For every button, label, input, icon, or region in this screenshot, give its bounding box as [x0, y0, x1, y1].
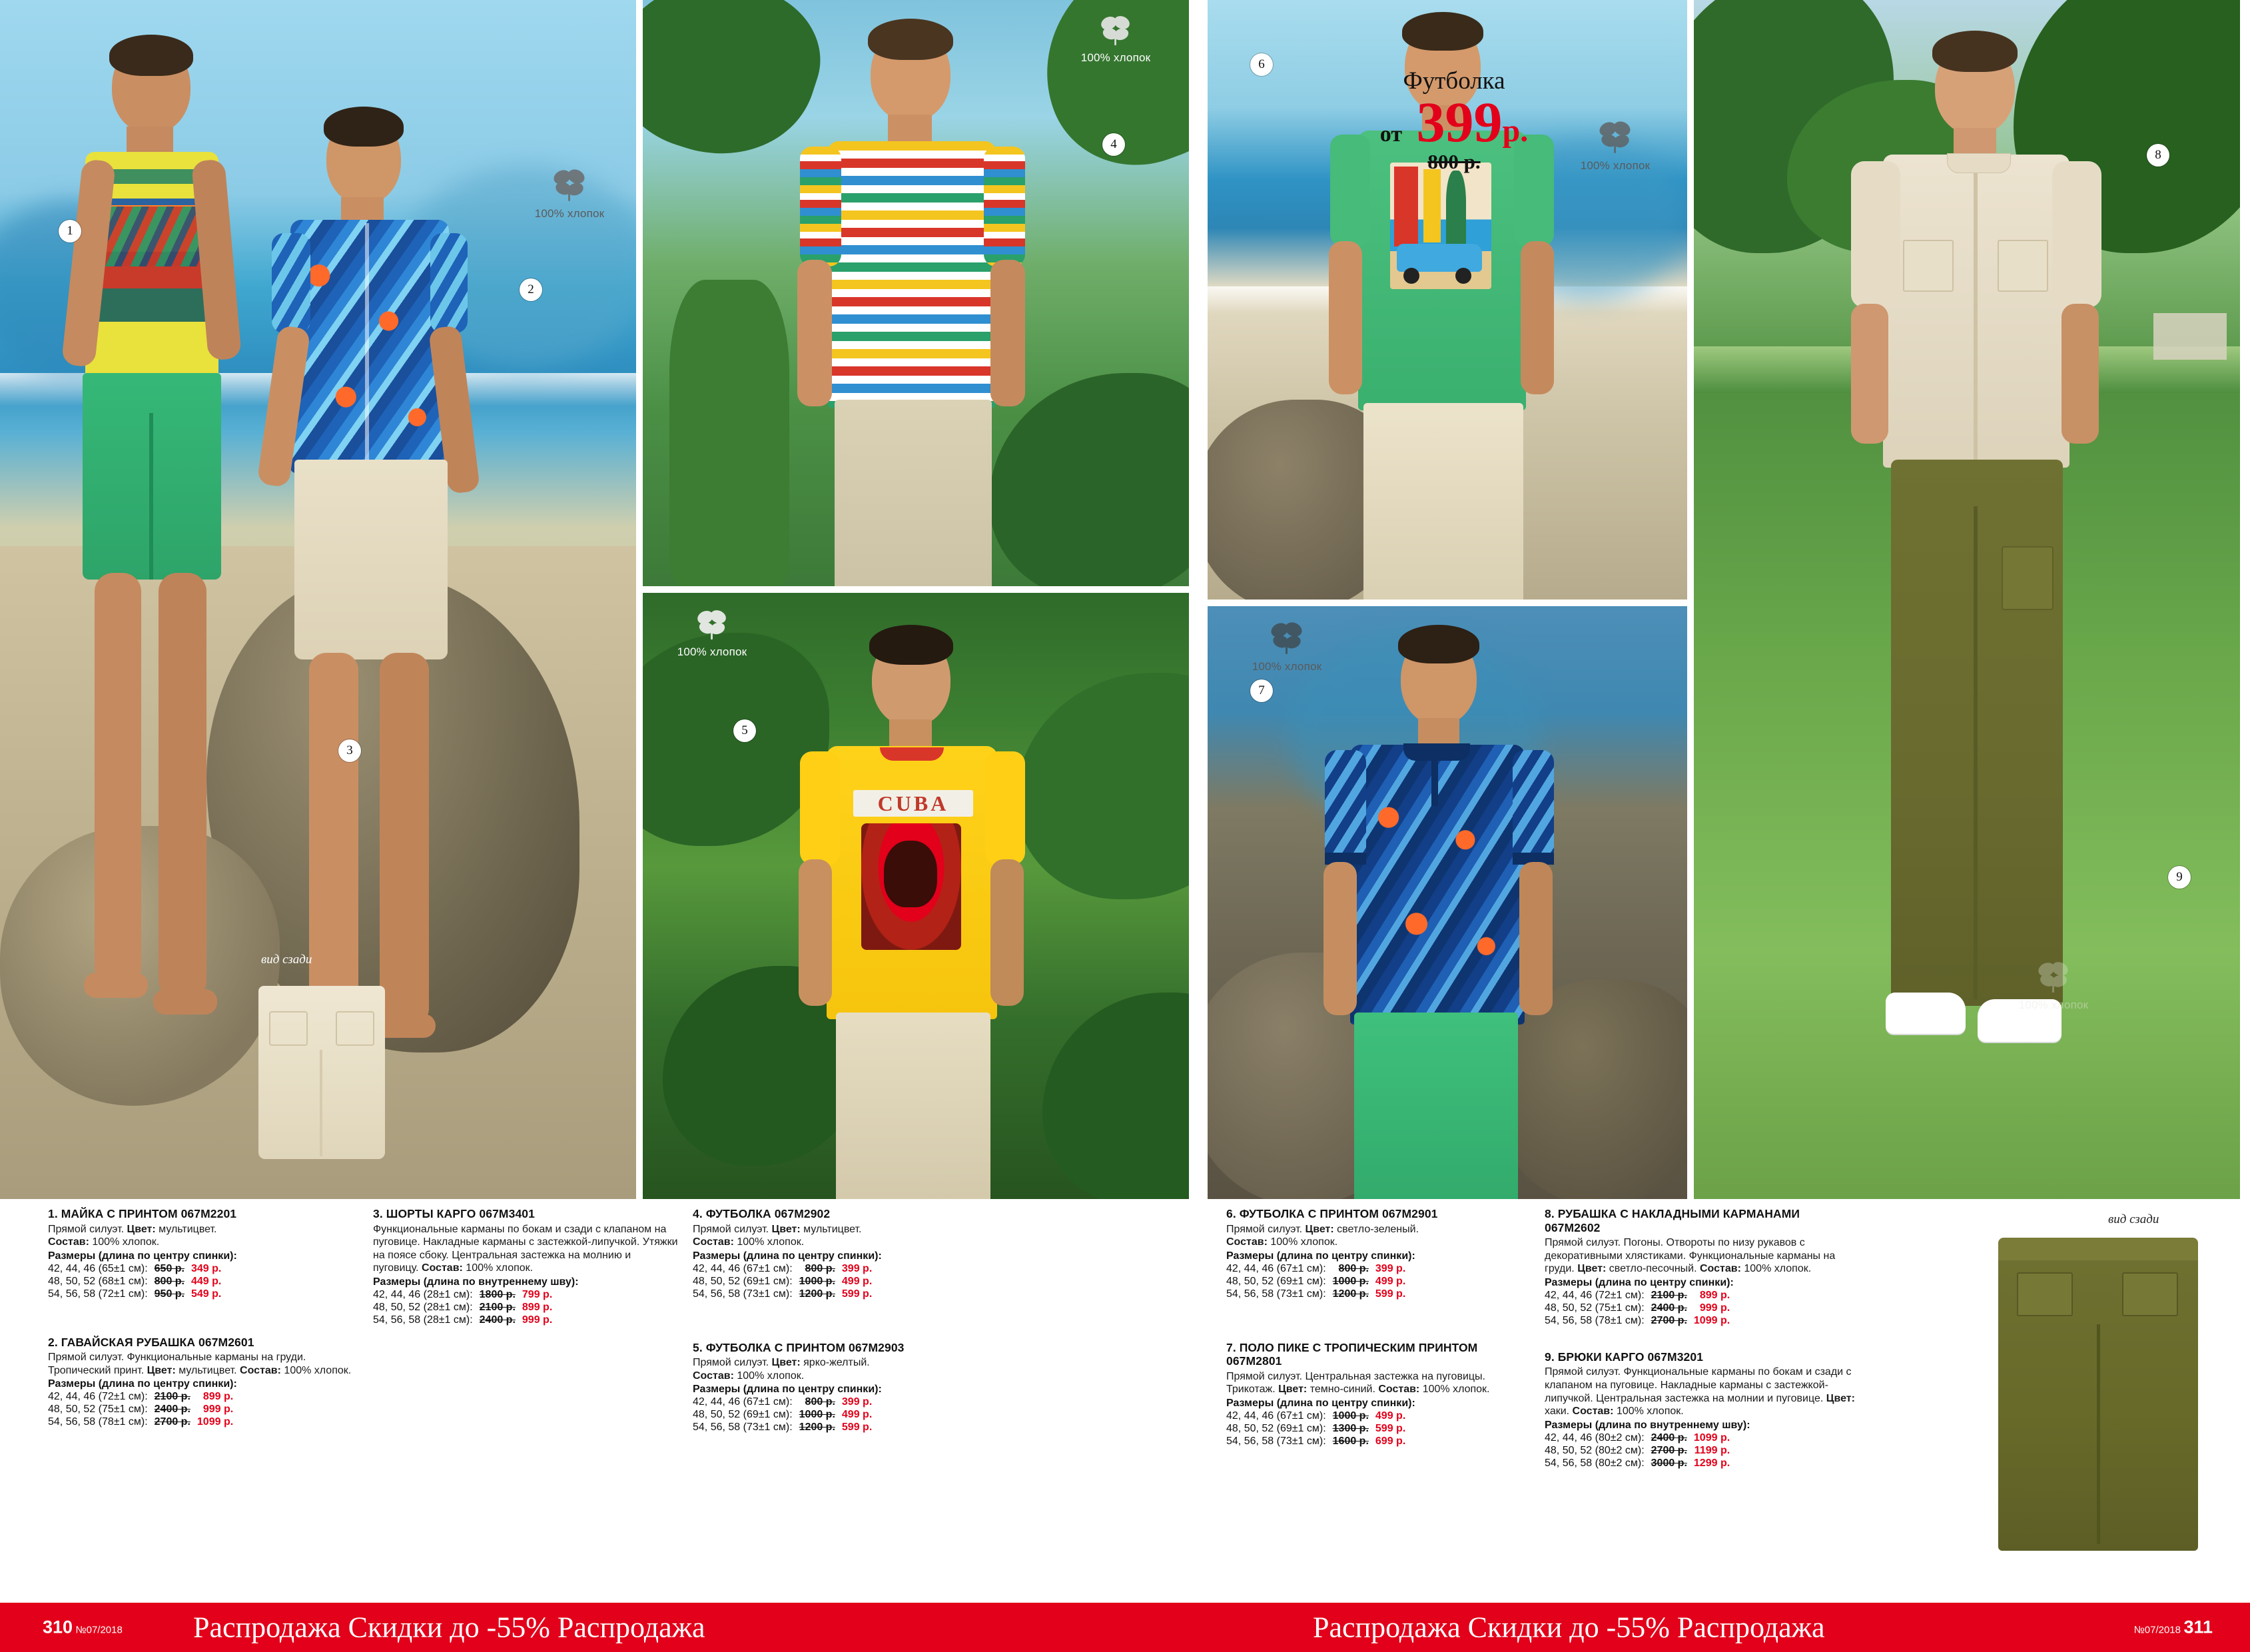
callout-5: 5: [733, 719, 756, 742]
cotton-label-9: 100% хлопок: [2018, 999, 2089, 1011]
cotton-label-1: 100% хлопок: [534, 207, 605, 220]
back-view-label-shorts: вид сзади: [261, 953, 312, 967]
cotton-stamp-4: [1056, 13, 1176, 65]
cotton-stamp-9: [1987, 959, 2120, 1012]
product-title-2: 2. ГАВАЙСКАЯ РУБАШКА 067М2601: [48, 1335, 254, 1349]
text-column-1: [48, 1207, 361, 1438]
sizes-head-5: Размеры (длина по центру спинки):: [693, 1384, 882, 1396]
product-block-1: [48, 1207, 361, 1301]
sizes-head-8: Размеры (длина по центру спинки):: [1545, 1276, 1734, 1288]
sizes-head-2: Размеры (длина по центру спинки):: [48, 1378, 237, 1390]
price-row: 42, 44, 46 (72±1 см): 2100 р. 899 р.: [48, 1391, 234, 1403]
product-block-8: [1545, 1207, 1858, 1328]
price-row: 48, 50, 52 (80±2 см): 2700 р. 1199 р.: [1545, 1444, 1730, 1456]
price-row: 48, 50, 52 (75±1 см): 2400 р. 999 р.: [1545, 1302, 1730, 1314]
price-row: 54, 56, 58 (73±1 см): 1600 р. 699 р.: [1226, 1435, 1406, 1447]
photo-shirt-cargo: [1694, 0, 2240, 1199]
price-row: 54, 56, 58 (73±1 см): 1200 р. 599 р.: [1226, 1288, 1406, 1300]
photo-striped-tee: [643, 0, 1189, 586]
photo-cuba-tee: CUBA 5 100% хлопок: [643, 593, 1189, 1199]
promo-old-price: 800 р.: [1427, 149, 1481, 173]
price-row: 48, 50, 52 (69±1 см): 1000 р. 499 р.: [693, 1409, 873, 1421]
sale-banner-left: Распродажа Скидки до -55% Распродажа: [193, 1611, 705, 1644]
callout-4: 4: [1102, 133, 1125, 156]
price-row: 54, 56, 58 (72±1 см): 950 р. 549 р.: [48, 1288, 222, 1300]
price-table-3: [373, 1289, 552, 1327]
callout-2: 2: [520, 278, 542, 301]
cotton-stamp-1: [513, 167, 626, 220]
promo-from: от: [1379, 122, 1403, 147]
price-row: 54, 56, 58 (28±1 см): 2400 р. 999 р.: [373, 1314, 553, 1326]
sizes-head-7: Размеры (длина по центру спинки):: [1226, 1397, 1415, 1409]
callout-1: 1: [59, 220, 81, 242]
price-row: 48, 50, 52 (69±1 см): 1300 р. 599 р.: [1226, 1422, 1406, 1434]
cotton-label-6: 100% хлопок: [1580, 159, 1651, 172]
product-block-7: [1226, 1341, 1519, 1448]
page-gutter: [1189, 0, 1208, 1652]
price-table-7: [1226, 1410, 1405, 1448]
product-desc-5: Прямой силуэт. Цвет: ярко-желтый. Состав: 100% хлопок.: [693, 1357, 870, 1382]
product-block-9: [1545, 1350, 1858, 1470]
cotton-flower-icon: [1096, 13, 1135, 47]
product-desc-7: Прямой силуэт. Центральная застежка на пуговицы. Трикотаж. Цвет: темно-синий. Состав: 100% хлопок.: [1226, 1370, 1490, 1396]
price-table-2: [48, 1391, 233, 1429]
cotton-flower-icon: [1595, 119, 1636, 155]
product-block-3: [373, 1207, 679, 1327]
product-title-6: 6. ФУТБОЛКА С ПРИНТОМ 067М2901: [1226, 1207, 1438, 1220]
product-title-3: 3. ШОРТЫ КАРГО 067М3401: [373, 1207, 535, 1220]
cotton-label-7: 100% хлопок: [1252, 660, 1322, 673]
page-number-right: №07/2018 311: [2133, 1617, 2213, 1637]
price-table-5: [693, 1396, 872, 1434]
callout-9: 9: [2168, 866, 2191, 889]
price-row: 48, 50, 52 (69±1 см): 1000 р. 499 р.: [693, 1275, 873, 1287]
price-row: 54, 56, 58 (78±1 см): 2700 р. 1099 р.: [1545, 1314, 1730, 1326]
callout-3: 3: [338, 739, 361, 762]
text-column-3: [693, 1207, 999, 1444]
text-column-5: [1545, 1207, 1858, 1479]
cotton-flower-icon: [1266, 620, 1308, 655]
product-title-7: 7. ПОЛО ПИКЕ С ТРОПИЧЕСКИМ ПРИНТОМ 067М2801: [1226, 1340, 1478, 1368]
text-column-4: [1226, 1207, 1519, 1457]
page-right: [1189, 0, 2250, 1652]
price-row: 42, 44, 46 (67±1 см): 800 р. 399 р.: [693, 1396, 873, 1408]
price-row: 48, 50, 52 (28±1 см): 2100 р. 899 р.: [373, 1301, 553, 1313]
photo-green-tee: [1208, 0, 1687, 600]
footer-right: [1189, 1603, 2250, 1652]
sale-banner-right: Распродажа Скидки до -55% Распродажа: [1313, 1611, 1825, 1644]
product-desc-8: Прямой силуэт. Погоны. Отвороты по низу рукавов с декоративными хлястиками. Функциональные карманы на груди. Цвет: светло-песочный. Состав: 100% хлопок.: [1545, 1237, 1836, 1275]
product-title-1: 1. МАЙКА С ПРИНТОМ 067М2201: [48, 1207, 237, 1220]
price-row: 48, 50, 52 (68±1 см): 800 р. 449 р.: [48, 1275, 222, 1287]
product-block-5: [693, 1341, 999, 1435]
photo-polo: [1208, 606, 1687, 1199]
product-desc-4: Прямой силуэт. Цвет: мультицвет. Состав: 100% хлопок.: [693, 1223, 862, 1248]
price-table-1: [48, 1263, 221, 1301]
cotton-stamp-5: [652, 608, 772, 659]
price-table-9: [1545, 1432, 1730, 1470]
price-row: 54, 56, 58 (73±1 см): 1200 р. 599 р.: [693, 1422, 873, 1434]
footer-left: [0, 1603, 1189, 1652]
price-row: 42, 44, 46 (67±1 см): 1000 р. 499 р.: [1226, 1410, 1406, 1422]
price-row: 54, 56, 58 (73±1 см): 1200 р. 599 р.: [693, 1288, 873, 1300]
price-table-8: [1545, 1290, 1730, 1328]
callout-8: 8: [2147, 144, 2169, 167]
sizes-head-9: Размеры (длина по внутреннему шву):: [1545, 1419, 1750, 1431]
price-table-4: [693, 1263, 872, 1301]
product-block-6: [1226, 1207, 1519, 1301]
product-desc-6: Прямой силуэт. Цвет: светло-зеленый. Состав: 100% хлопок.: [1226, 1223, 1419, 1248]
product-desc-2: Прямой силуэт. Функциональные карманы на груди. Тропический принт. Цвет: мультицвет. Состав: 100% хлопок.: [48, 1352, 352, 1376]
sizes-head-1: Размеры (длина по центру спинки):: [48, 1250, 237, 1262]
text-zone-right: [1189, 1207, 2250, 1587]
cotton-label-4: 100% хлопок: [1080, 51, 1151, 64]
product-desc-3: Функциональные карманы по бокам и сзади с клапаном на пуговице. Накладные карманы с застежкой-липучкой. Утяжки на поясе сбоку. Центральная застежка на молнию и пуговицу. Состав: 100% хлопок.: [373, 1223, 678, 1274]
cotton-label-5: 100% хлопок: [677, 645, 747, 658]
price-table-6: [1226, 1263, 1405, 1301]
page-number-left: 310 №07/2018: [43, 1617, 123, 1637]
cotton-flower-icon: [693, 608, 731, 641]
sizes-head-4: Размеры (длина по центру спинки):: [693, 1250, 882, 1262]
price-row: 42, 44, 46 (28±1 см): 1800 р. 799 р.: [373, 1288, 553, 1300]
sizes-head-6: Размеры (длина по центру спинки):: [1226, 1250, 1415, 1262]
price-row: 42, 44, 46 (67±1 см): 800 р. 399 р.: [1226, 1262, 1406, 1274]
price-row: 54, 56, 58 (78±1 см): 2700 р. 1099 р.: [48, 1416, 234, 1428]
product-desc-1: Прямой силуэт. Цвет: мультицвет. Состав: 100% хлопок.: [48, 1223, 217, 1248]
price-row: 54, 56, 58 (80±2 см): 3000 р. 1299 р.: [1545, 1457, 1730, 1469]
price-row: 42, 44, 46 (80±2 см): 2400 р. 1099 р.: [1545, 1432, 1730, 1444]
sizes-head-3: Размеры (длина по внутреннему шву):: [373, 1276, 579, 1288]
price-row: 42, 44, 46 (65±1 см): 650 р. 349 р.: [48, 1262, 222, 1274]
callout-7: 7: [1250, 679, 1273, 702]
product-block-4: [693, 1207, 999, 1301]
price-row: 48, 50, 52 (75±1 см): 2400 р. 999 р.: [48, 1404, 234, 1416]
product-desc-9: Прямой силуэт. Функциональные карманы по бокам и сзади с клапаном на пуговице. Накладные карманы с застежкой-липучкой. Центральная застежка на молнии и пуговице. Цвет: хаки. Состав: 100% хлопок.: [1545, 1366, 1855, 1418]
promo-title: Футболка: [1403, 67, 1505, 95]
product-shorts-backview: [258, 986, 385, 1159]
promo-price-box: [1347, 67, 1561, 174]
cotton-stamp-6: [1555, 119, 1675, 173]
cotton-flower-icon: [2034, 959, 2073, 994]
product-title-9: 9. БРЮКИ КАРГО 067М3201: [1545, 1350, 1704, 1364]
price-row: 42, 44, 46 (72±1 см): 2100 р. 899 р.: [1545, 1289, 1730, 1301]
product-title-8: 8. РУБАШКА С НАКЛАДНЫМИ КАРМАНАМИ 067М2602: [1545, 1207, 1800, 1234]
text-zone-left: [0, 1207, 1189, 1587]
text-column-2: [373, 1207, 679, 1336]
photo-beach-two-models: [0, 0, 636, 1199]
back-view-label-pants: вид сзади: [2108, 1212, 2159, 1226]
promo-price: от 399р.: [1379, 90, 1529, 154]
product-title-4: 4. ФУТБОЛКА 067М2902: [693, 1207, 831, 1220]
cotton-stamp-7: [1224, 620, 1350, 673]
product-pants-backview: [1998, 1238, 2198, 1551]
price-row: 48, 50, 52 (69±1 см): 1000 р. 499 р.: [1226, 1275, 1406, 1287]
price-row: 42, 44, 46 (67±1 см): 800 р. 399 р.: [693, 1262, 873, 1274]
cotton-flower-icon: [549, 167, 590, 203]
product-title-5: 5. ФУТБОЛКА С ПРИНТОМ 067М2903: [693, 1340, 905, 1354]
callout-6: 6: [1250, 53, 1273, 76]
product-block-2: [48, 1336, 361, 1430]
